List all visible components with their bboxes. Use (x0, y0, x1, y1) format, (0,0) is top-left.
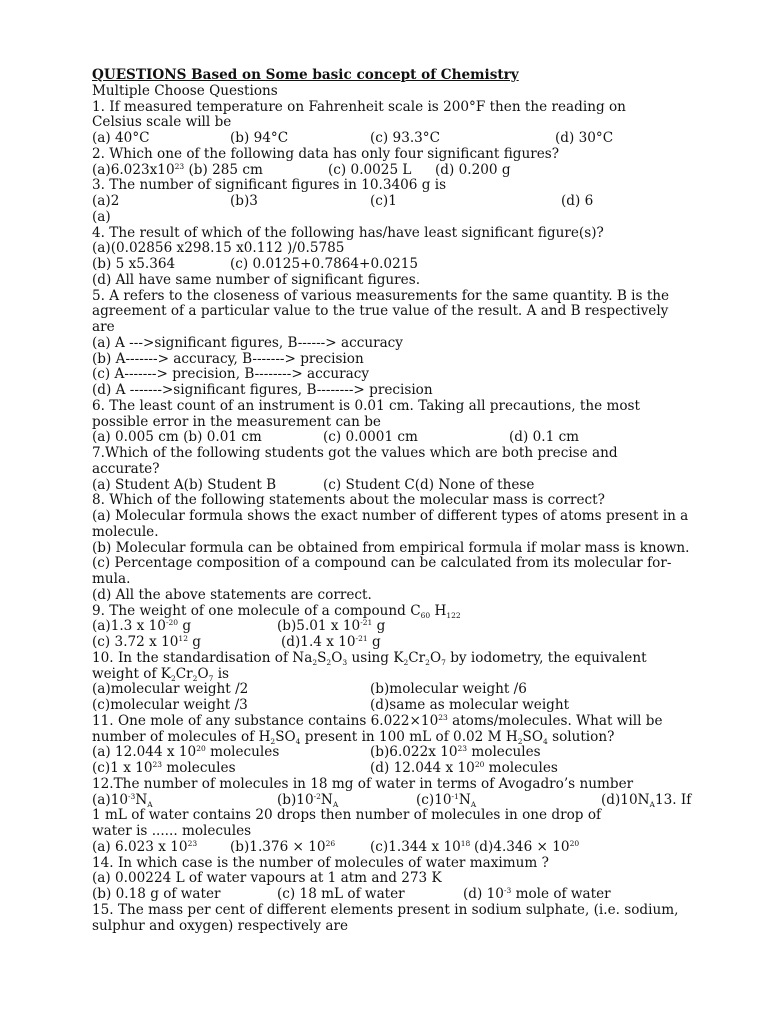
exponent: 23 (152, 760, 163, 769)
exponent: 23 (174, 161, 185, 171)
question-text: 3. The number of significant figures in 10.3406 g is (92, 177, 447, 194)
option-b: (b) 5 x5.364 (92, 256, 176, 272)
option-d (281, 635, 381, 651)
subscript: 2 (403, 657, 409, 667)
question-13-text (92, 808, 712, 824)
exponent: -21 (360, 618, 373, 628)
question-10-text (92, 651, 712, 667)
question-15-text (92, 903, 712, 919)
question-text: SO (275, 728, 296, 745)
exponent: 18 (460, 838, 471, 848)
question-text: 8. Which of the following statements about the molecular mass is correct? (92, 492, 605, 509)
option-d (601, 793, 691, 809)
option-c: (c) Percentage composition of a compound can be calculated from its molecular for- (92, 555, 672, 572)
option-a: (a) 0.00224 L of water vapours at 1 atm and 273 K (92, 870, 442, 887)
option-text: (b)6.022x 10 (370, 744, 458, 761)
option-c: (c) 0.0025 L (328, 161, 412, 178)
question-text: solution? (547, 728, 615, 745)
option-a: (a)6.023x10 (92, 161, 175, 178)
section-subtitle: Multiple Choose Questions (92, 82, 278, 99)
question-15-text-cont (92, 919, 712, 935)
question-text: Cr (175, 665, 193, 682)
option-text: (b)5.01 x 10 (277, 618, 361, 635)
option-a (92, 840, 197, 856)
question-7-text (92, 446, 712, 462)
exponent: 12 (178, 634, 188, 643)
question-text: 4. The result of which of the following has/have least significant figure(s)? (92, 224, 604, 241)
stray-option: (a) (92, 208, 111, 225)
option-d: (d) All the above statements are correct. (92, 586, 372, 603)
option-a: (a) A --->significant figures, B------> accuracy (92, 334, 403, 351)
question-14-text (92, 856, 712, 872)
question-text: 9. The weight of one molecule of a compound C (92, 602, 421, 619)
question-14-option-a (92, 871, 712, 887)
question-9-options-ab (92, 619, 712, 635)
option-text: (c)1.344 x 10 (370, 838, 461, 855)
subscript: 2 (517, 736, 523, 746)
option-d: (d) 6 (561, 193, 594, 209)
exponent: -21 (355, 634, 368, 643)
question-12-options (92, 793, 712, 809)
option-d: (d) 30°C (555, 130, 614, 146)
question-text: is (213, 665, 230, 682)
question-text: sulphur and oxygen) respectively are (92, 917, 349, 934)
subscript: A (332, 799, 339, 809)
option-text: molecules (162, 760, 236, 776)
question-8-text (92, 493, 712, 509)
option-c (416, 793, 476, 809)
option-text: (c) 3.72 x 10 (92, 634, 179, 650)
question-4-text (92, 226, 712, 242)
question-text: 15. The mass per cent of different elements present in sodium sulphate, (i.e. sodium, (92, 901, 679, 918)
question-text: S (317, 649, 327, 666)
option-d: (d) 0.1 cm (509, 429, 580, 446)
option-c: (c) A-------> precision, B--------> accuracy (92, 366, 370, 383)
exponent: 26 (325, 838, 336, 848)
question-12-text (92, 777, 712, 793)
question-8-option-d (92, 588, 712, 604)
exponent: -3 (503, 886, 512, 895)
exponent: -1 (451, 791, 459, 801)
option-text: molecules (205, 744, 280, 761)
question-4-option-a (92, 241, 712, 257)
option-c-d: (c) Student C(d) None of these (323, 476, 535, 493)
exponent: 20 (196, 744, 206, 754)
option-text: g (187, 634, 201, 650)
option-b: (b)3 (230, 193, 258, 209)
option-text: g (372, 618, 386, 635)
question-sheet (92, 68, 712, 934)
option-b (277, 793, 338, 809)
option-b (230, 840, 335, 856)
question-5-option-a (92, 336, 712, 352)
option-b: (b) 285 cm (184, 161, 263, 178)
question-text: 12.The number of molecules in 18 mg of water in terms of Avogadro’s number (92, 775, 634, 792)
option-b (277, 619, 385, 635)
subscript: 2 (326, 657, 332, 667)
option-text: g (178, 618, 192, 635)
question-text: 5. A refers to the closeness of various measurements for the same quantity. B is the (92, 287, 670, 304)
option-a: (a) Molecular formula shows the exact number of different types of atoms present in a (92, 508, 689, 524)
option-text: molecules (484, 760, 558, 776)
question-13-options (92, 840, 712, 856)
option-c (92, 761, 236, 777)
question-text: possible error in the measurement can be (92, 413, 381, 430)
question-8-option-a (92, 509, 712, 525)
question-text: 6. The least count of an instrument is 0.01 cm. Taking all precautions, the most (92, 397, 640, 414)
question-6-text (92, 399, 712, 415)
option-c: (c) 18 mL of water (277, 886, 405, 902)
subscript: 2 (425, 657, 430, 667)
page-title: QUESTIONS Based on Some basic concept of Chemistry (92, 67, 519, 83)
question-1-text-cont (92, 115, 712, 131)
question-8-option-a-cont (92, 525, 712, 541)
option-c: (c)molecular weight /3 (92, 697, 248, 713)
option-a: (a)molecular weight /2 (92, 681, 249, 698)
question-text: accurate? (92, 460, 160, 477)
question-3-extra (92, 210, 712, 226)
option-a-b: (a) Student A(b) Student B (92, 476, 277, 493)
question-text: present in 100 mL of 0.02 M H (300, 728, 518, 745)
question-14-options-bcd (92, 887, 712, 903)
option-d (370, 761, 558, 777)
question-8-option-c (92, 556, 712, 572)
option-text: (c)10 (416, 791, 452, 808)
subscript: 4 (542, 736, 548, 746)
option-text: mole of water (511, 886, 611, 902)
question-2-options (92, 163, 712, 179)
subscript: 7 (208, 673, 214, 683)
question-8-option-b (92, 541, 712, 557)
question-text: are (92, 319, 115, 335)
option-c (92, 635, 201, 651)
subscript: 7 (441, 657, 446, 667)
question-9-text (92, 604, 712, 620)
option-c: (c) 93.3°C (370, 130, 441, 146)
option-a: (a) 40°C (92, 130, 150, 146)
option-a-b (92, 163, 263, 179)
question-text: H (430, 602, 447, 619)
option-text: N (135, 791, 148, 808)
option-text: N (458, 791, 471, 808)
question-8-option-c-cont (92, 572, 712, 588)
question-1-options (92, 131, 712, 147)
subscript: A (649, 799, 655, 809)
question-text: Cr (408, 649, 426, 666)
question-text: 14. In which case is the number of molecules of water maximum ? (92, 854, 549, 871)
option-d: (d)same as molecular weight (370, 697, 570, 713)
subscript: 60 (420, 610, 431, 620)
subscript: 2 (170, 673, 176, 683)
option-b (370, 745, 541, 761)
subscript: A (470, 799, 477, 809)
question-11-options-ab (92, 745, 712, 761)
subscript: 4 (295, 736, 301, 746)
exponent: -3 (128, 791, 136, 801)
option-d (463, 887, 611, 903)
option-c: mula. (92, 571, 131, 587)
option-a: (a)(0.02856 x298.15 x0.112 )/0.5785 (92, 240, 345, 257)
subtitle-line (92, 84, 712, 100)
question-text: weight of K (92, 665, 171, 682)
question-text: SO (522, 728, 543, 745)
question-11-options-cd (92, 761, 712, 777)
exponent: -2 (313, 791, 321, 801)
title-line (92, 68, 712, 84)
option-d: (d) A ------->significant figures, B--------> precision (92, 382, 433, 398)
option-text: (a)10 (92, 791, 129, 808)
question-5-option-b (92, 352, 712, 368)
question-13-start: 13. If (654, 791, 692, 808)
question-5-text-cont (92, 304, 712, 320)
question-6-options (92, 430, 712, 446)
exponent: 20 (474, 760, 485, 769)
question-7-text-cont (92, 462, 712, 478)
subscript: 3 (342, 657, 348, 667)
question-9-options-cd (92, 635, 712, 651)
option-text: molecules (467, 744, 541, 761)
option-a-b: (a) 0.005 cm (b) 0.01 cm (92, 429, 262, 446)
option-a (92, 745, 279, 761)
option-text: N (320, 791, 333, 808)
question-text: 1. If measured temperature on Fahrenheit scale is 200°F then the reading on (92, 98, 626, 115)
question-4-option-d (92, 273, 712, 289)
question-10-options-ab (92, 682, 712, 698)
subscript: A (147, 799, 153, 809)
option-text: (d) 10 (463, 886, 504, 902)
option-b: (b) 94°C (230, 130, 289, 146)
question-13-text-cont (92, 824, 712, 840)
question-text: by iodometry, the equivalent (445, 649, 647, 666)
question-text: Celsius scale will be (92, 114, 232, 131)
subscript: 122 (446, 610, 461, 620)
question-11-text-cont (92, 730, 712, 746)
question-text: 1 mL of water contains 20 drops then number of molecules in one drop of (92, 807, 602, 824)
exponent: 23 (438, 712, 448, 722)
question-text: O (331, 649, 343, 666)
question-5-option-d (92, 383, 712, 399)
option-text: (d)10N (601, 791, 650, 808)
question-10-options-cd (92, 698, 712, 714)
question-1-text (92, 100, 712, 116)
exponent: 23 (457, 744, 468, 754)
option-c (370, 840, 470, 856)
subscript: 2 (270, 736, 276, 746)
question-11-text (92, 714, 712, 730)
question-3-options (92, 194, 712, 210)
option-a (92, 793, 153, 809)
option-b: (b) Molecular formula can be obtained from empirical formula if molar mass is known. (92, 539, 690, 556)
question-text: 7.Which of the following students got the values which are both precise and (92, 445, 618, 461)
option-c: (c) 0.0125+0.7864+0.0215 (230, 256, 419, 272)
option-text: (c)1 x 10 (92, 760, 153, 776)
question-text: 10. In the standardisation of Na (92, 649, 313, 666)
question-text: agreement of a particular value to the true value of the result. A and B respectively (92, 303, 669, 320)
option-d (474, 840, 579, 856)
question-text: O (429, 649, 442, 666)
option-c: (c)1 (370, 193, 397, 209)
question-text: number of molecules of H (92, 728, 271, 745)
exponent: -20 (165, 618, 179, 628)
question-5-text-end (92, 320, 712, 336)
question-5-option-c (92, 367, 712, 383)
question-4-options-bc (92, 257, 712, 273)
option-b: (b) A-------> accuracy, B-------> precision (92, 350, 364, 367)
option-a: (a)2 (92, 193, 120, 209)
option-text: g (367, 634, 381, 650)
question-text: O (197, 665, 209, 682)
question-text: water is ...... molecules (92, 823, 252, 839)
option-text: (d)1.4 x 10 (281, 634, 356, 650)
option-c: (c) 0.0001 cm (323, 429, 418, 446)
option-d: (d) 0.200 g (435, 161, 511, 178)
question-7-options (92, 478, 712, 494)
option-text: (b)10 (277, 791, 314, 808)
question-5-text (92, 289, 712, 305)
option-b: (b) 0.18 g of water (92, 886, 221, 902)
option-text: (d) 12.044 x 10 (370, 760, 475, 776)
question-text: using K (347, 649, 404, 666)
question-10-text-cont (92, 667, 712, 683)
option-text: (a)1.3 x 10 (92, 618, 166, 635)
question-3-text (92, 178, 712, 194)
exponent: 20 (569, 838, 580, 848)
question-2-text (92, 147, 712, 163)
question-text: 11. One mole of any substance contains 6.022×10 (92, 712, 439, 729)
subscript: 2 (312, 657, 318, 667)
option-text: (a) 12.044 x 10 (92, 744, 197, 761)
option-d: (d) All have same number of significant figures. (92, 271, 421, 288)
question-text: atoms/molecules. What will be (447, 712, 663, 729)
option-a: molecule. (92, 523, 159, 540)
option-text: (d)4.346 × 10 (474, 838, 570, 855)
option-text: (a) 6.023 x 10 (92, 838, 188, 855)
option-text: (b)1.376 × 10 (230, 838, 326, 855)
exponent: 23 (187, 838, 198, 848)
option-a (92, 619, 191, 635)
option-b: (b)molecular weight /6 (370, 681, 527, 698)
subscript: 2 (192, 673, 198, 683)
question-6-text-cont (92, 415, 712, 431)
question-text: 2. Which one of the following data has only four significant figures? (92, 145, 560, 162)
